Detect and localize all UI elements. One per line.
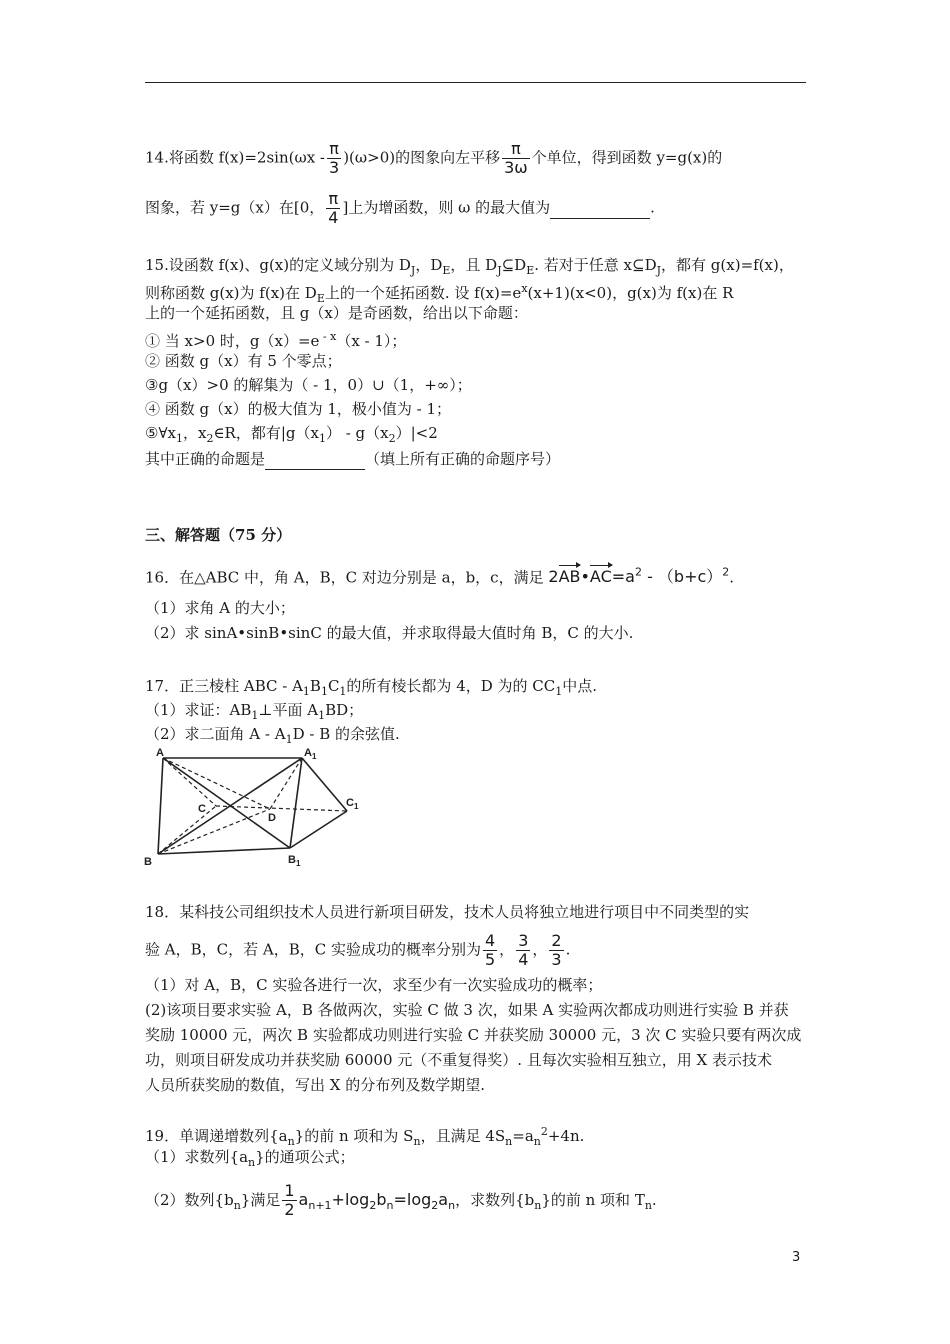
label-c: C [198,803,206,815]
q18-part-1: （1）对 A，B，C 实验各进行一次，求至少有一次实验成功的概率； [145,976,603,994]
q15-line-2: 则称函数 g(x)为 f(x)在 $D_E$上的一个延拓函数. 设 $f(x)=e^x(x+1)(x<0)$，g(x)为 f(x)在 R [145,282,734,305]
vector-ac: AC [589,567,612,587]
label-b1: $B_1$ [288,854,301,868]
fraction-3-4: $\frac{3}{4}$ [518,931,529,969]
q18-line-1: 18．某科技公司组织技术人员进行新项目研发，技术人员将独立地进行项目中不同类型的实 [145,903,750,921]
q15-line-1: 15.设函数 f(x)、g(x)的定义域分别为 $D_J$，$D_E$，且 $D_J⊆D_E$. 若对于任意 $x⊆D_J$，都有 g(x)=f(x)， [145,256,794,277]
q16-formula: $2AB•AC=a^2 - (b+c)^2$ [548,566,730,587]
q15-item-1: ① 当 x>0 时，g（x）=e $^{- x}$（x - 1）； [145,330,407,350]
q18-part-2-line-2: 奖励 10000 元，两次 B 实验都成功则进行实验 C 并获奖励 30000 元，3 次 C 实验只要有两次成 [145,1026,802,1044]
q15-item-3: ③g（x）>0 的解集为（ - 1，0）∪（1，+∞）； [145,376,472,394]
q18-line-2: 验 A，B，C，若 A，B，C 实验成功的概率分别为 $\frac{4}{5}$ ， $\frac{3}{4}$ ， $\frac{2}{3}$ . [145,931,571,969]
fraction-1-2: $\frac{1}{2}$ [284,1181,295,1219]
q17-line-1: 17．正三棱柱 ABC - $A_1B_1C_1$的所有棱长都为 4，D 为的 $CC_1$中点. [145,677,598,698]
answer-blank [550,198,650,219]
label-a1: $A_1$ [304,748,317,761]
q15-item-4: ④ 函数 g（x）的极大值为 1，极小值为 - 1； [145,400,452,418]
fraction-pi-over-3omega: $\frac{\pi}{3\omega}$ [504,139,528,177]
label-a: A [156,748,164,759]
q16-part-1: （1）求角 A 的大小； [145,599,295,617]
label-c1: $C_1$ [346,797,359,811]
q14-line-1: 14.将函数 f(x)=2sin(ωx - $\frac{\pi}{3}$ )(ω>0)的图象向左平移 $\frac{\pi}{3\omega}$ 个单位，得到函数 y=g(x)的 [145,139,723,177]
q14-line-2: 图象，若 y=g（x）在[0， $\frac{\pi}{4}$ ]上为增函数，则 ω 的最大值为 . [145,189,655,227]
label-b: B [144,856,152,868]
q19-part-2: （2）数列$\{b_n\}$满足 $\frac{1}{2}$ $a_{n+1}+\log_2b_n=\log_2a_n$，求数列$\{b_n\}$的前 n 项和 $T_n$. [145,1181,657,1219]
fraction-pi-over-4: $\frac{\pi}{4}$ [328,189,339,227]
section-heading: 三、解答题（75 分） [145,526,292,544]
q16-part-2: （2）求 sinA•sinB•sinC 的最大值，并求取得最大值时角 B，C 的大小. [145,624,634,642]
q15-item-5: $⑤\forall x_1$，$x_2\in R$，都有$|g(x_1) - g(x_2)|<2$ [145,424,438,445]
prism-figure [140,748,365,868]
q18-part-2-line-1: (2)该项目要求实验 A，B 各做两次，实验 C 做 3 次，如果 A 实验两次都成功则进行实验 B 并获 [145,1001,789,1019]
q17-part-1: （1）求证：$AB_1\perp$平面 $A_1BD$； [145,701,364,722]
q16-line-1: 16．在△ABC 中，角 A，B，C 对边分别是 a，b，c，满足 $2AB•AC=a^2 - (b+c)^2$. [145,566,735,587]
fraction-4-5: $\frac{4}{5}$ [484,931,496,969]
page-number: 3 [792,1250,801,1265]
q18-part-2-line-4: 人员所获奖励的数值，写出 X 的分布列及数学期望. [145,1076,485,1094]
q15-line-3: 上的一个延拓函数，且 g（x）是奇函数，给出以下命题： [145,304,528,322]
fraction-pi-over-3: $\frac{\pi}{3}$ [329,139,340,177]
q15-item-2: ② 函数 g（x）有 5 个零点； [145,352,342,370]
vector-ab: AB [558,567,581,587]
q19-formula: $\frac{1}{2}$ $a_{n+1}+\log_2b_n=\log_2a_n$ [284,1181,456,1219]
label-d: D [268,812,276,824]
q19-part-1: （1）求数列$\{a_n\}$的通项公式； [145,1148,355,1169]
header-rule [145,82,806,83]
answer-blank [265,449,365,470]
q18-part-2-line-3: 功，则项目研发成功并获奖励 60000 元（不重复得奖）. 且每次实验相互独立，用 X 表示技术 [145,1051,773,1069]
q17-part-2: （2）求二面角 A - $A_1D$ - B 的余弦值. [145,725,400,746]
q15-answer-line: 其中正确的命题是 （填上所有正确的命题序号） [145,450,561,468]
q19-line-1: 19．单调递增数列$\{a_n\}$的前 n 项和为 $S_n$，且满足 $4S_n=a_n^2+4n$. [145,1125,585,1148]
fraction-2-3: $\frac{2}{3}$ [551,931,562,969]
